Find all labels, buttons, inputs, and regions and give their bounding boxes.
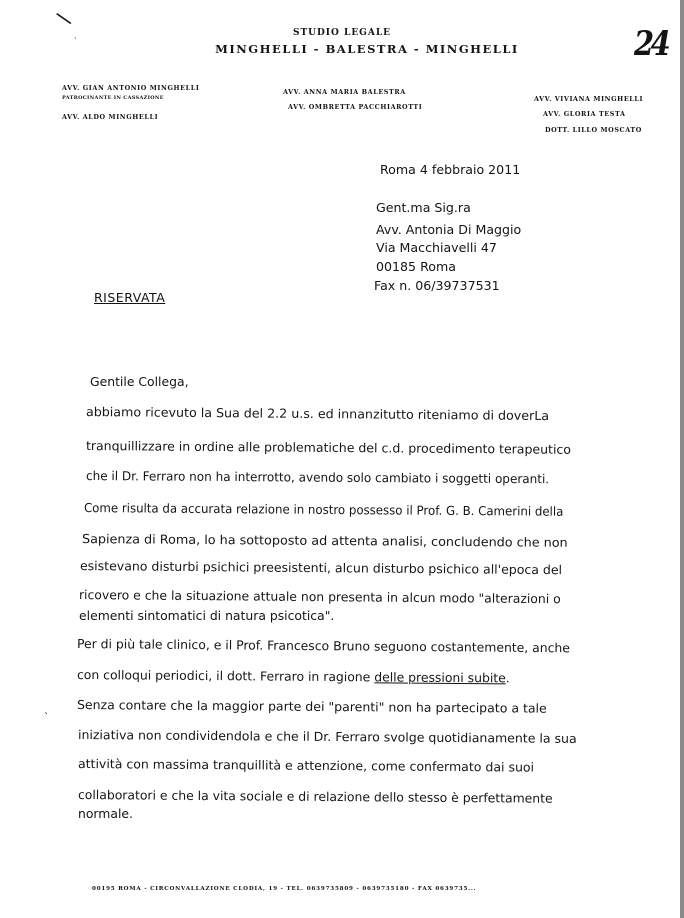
body-text: . [505, 670, 510, 686]
greeting: Gentile Collega, [90, 374, 189, 389]
lawyer-title: PATROCINANTE IN CASSAZIONE [62, 95, 164, 101]
recipient-line: 00185 Roma [376, 259, 456, 274]
body-line: Senza contare che la maggior parte dei "parenti" non ha partecipato a tale [76, 697, 547, 716]
body-line: ricovero e che la situazione attuale non presenta in alcun modo "alterazioni o [78, 587, 561, 607]
lawyer-name: AVV. ALDO MINGHELLI [62, 113, 159, 121]
body-line: normale. [78, 806, 133, 821]
lawyer-name: AVV. OMBRETTA PACCHIAROTTI [288, 103, 423, 111]
confidential-label: RISERVATA [94, 290, 166, 305]
lawyer-name: AVV. ANNA MARIA BALESTRA [283, 88, 406, 96]
recipient-line: Fax n. 06/39737531 [374, 278, 500, 293]
lawyer-name: AVV. GLORIA TESTA [543, 110, 626, 118]
body-text: con colloqui periodici, il dott. Ferraro in ragione [76, 667, 371, 685]
recipient-line: Gent.ma Sig.ra [376, 200, 471, 215]
body-line [77, 667, 510, 685]
lawyer-name: AVV. VIVIANA MINGHELLI [534, 95, 644, 103]
body-line: tranquillizzare in ordine alle problematiche del c.d. procedimento terapeutico [85, 438, 572, 457]
footer-address: 00195 ROMA - CIRCONVALLAZIONE CLODIA, 19 - TEL. 0639735809 - 0639735180 - FAX 0639735... [92, 886, 477, 892]
recipient-line: Via Macchiavelli 47 [376, 240, 497, 255]
body-line: Per di più tale clinico, e il Prof. Francesco Bruno seguono costantemente, anche [76, 636, 571, 656]
body-line: iniziativa non condividendola e che il Dr. Ferraro svolge quotidianamente la sua [77, 727, 577, 746]
body-line: che il Dr. Ferraro non ha interrotto, avendo solo cambiato i soggetti operanti. [85, 468, 550, 487]
lawyer-name: DOTT. LILLO MOSCATO [545, 126, 642, 134]
page-number: 24 [633, 24, 668, 64]
body-line: collaboratori e che la vita sociale e di relazione dello stesso è perfettamente [77, 787, 553, 806]
body-line: Come risulta da accurata relazione in nostro possesso il Prof. G. B. Camerini della [83, 500, 564, 519]
body-line: attività con massima tranquillità e attenzione, come confermato dai suoi [77, 756, 535, 775]
body-line: elementi sintomatici di natura psicotica". [79, 608, 335, 623]
scan-dot: · [74, 34, 77, 43]
lawyer-name: AVV. GIAN ANTONIO MINGHELLI [62, 84, 200, 92]
body-line: abbiamo ricevuto la Sua del 2.2 u.s. ed innanzitutto riteniamo di doverLa [85, 404, 550, 424]
page-edge [680, 0, 684, 918]
firm-names: MINGHELLI - BALESTRA - MINGHELLI [215, 42, 519, 56]
firm-title: STUDIO LEGALE [292, 28, 392, 38]
recipient-line: Avv. Antonia Di Maggio [376, 222, 522, 237]
scan-mark: \ [53, 6, 74, 30]
scan-dot: ` [44, 712, 49, 723]
body-line: esistevano disturbi psichici preesistenti, alcun disturbo psichico all'epoca del [79, 558, 563, 578]
letter-date: Roma 4 febbraio 2011 [380, 162, 521, 177]
underlined-phrase: delle pressioni subite [374, 669, 506, 686]
body-line: Sapienza di Roma, lo ha sottoposto ad attenta analisi, concludendo che non [81, 531, 568, 550]
